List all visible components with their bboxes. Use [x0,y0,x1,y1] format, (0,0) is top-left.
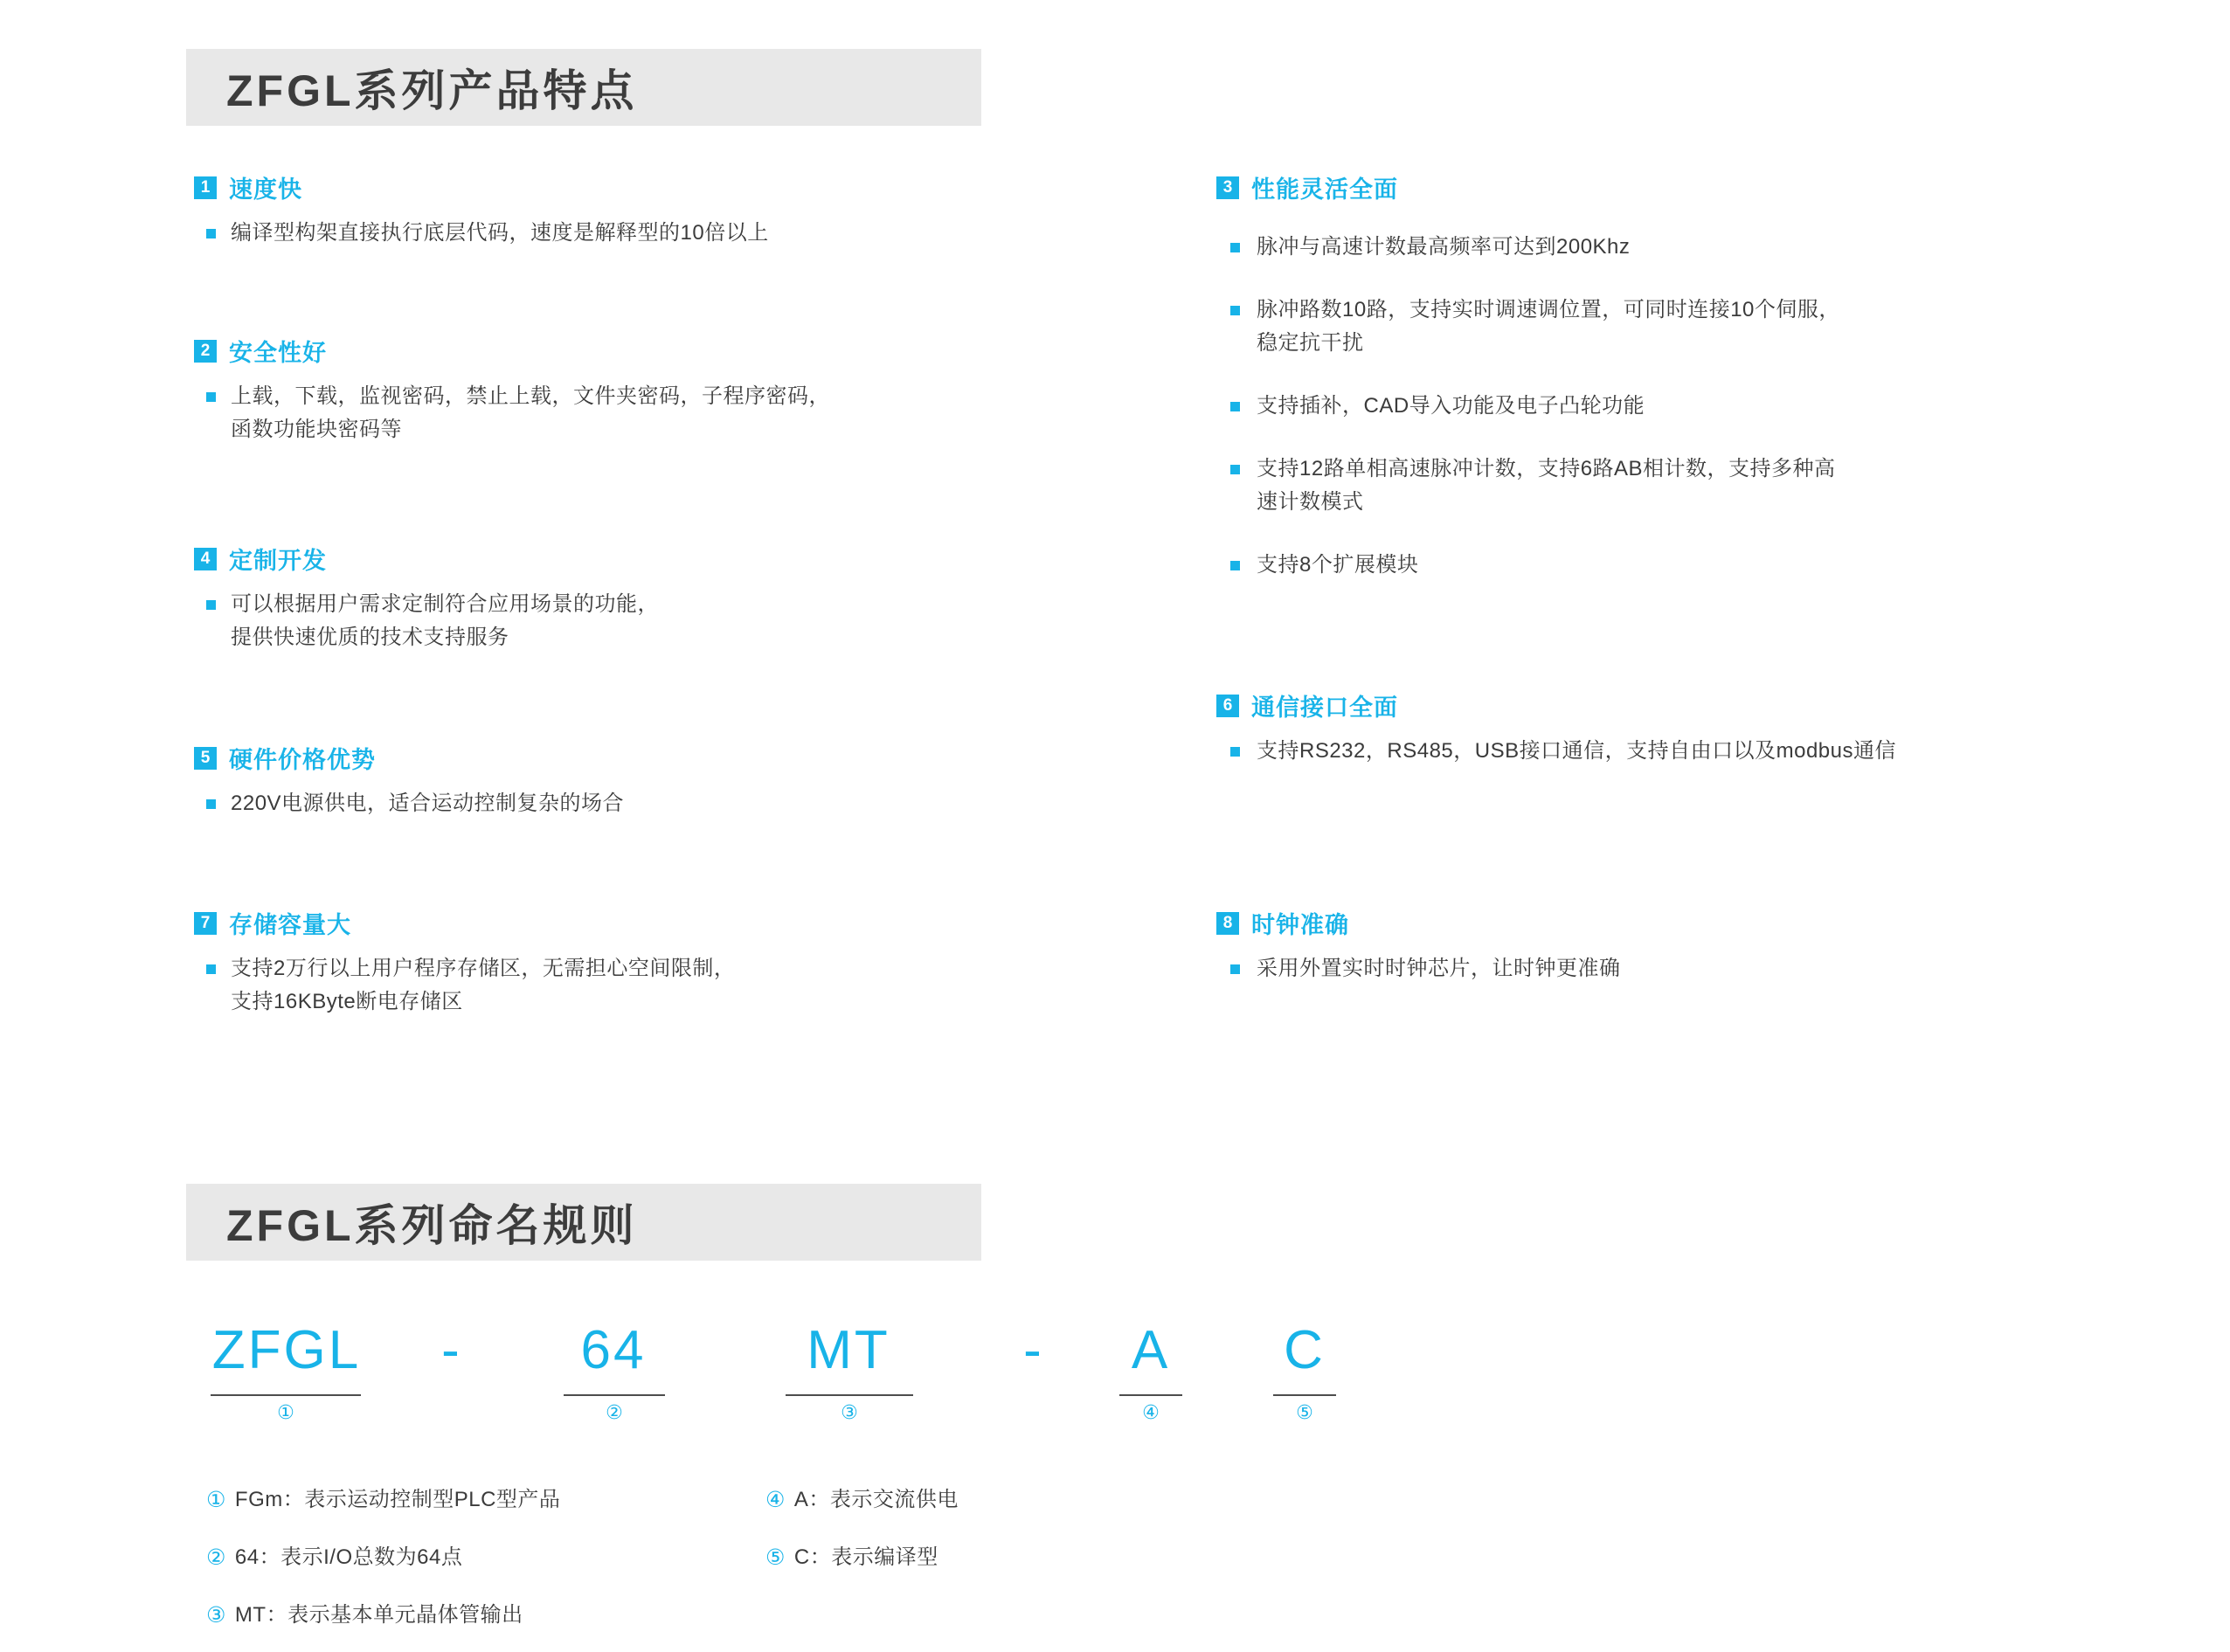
list-item [1216,952,2134,985]
list-item [1216,549,2134,582]
feature-block-speed [194,170,1033,250]
bullet-line: 支持12路单相高速脉冲计数，支持6路AB相计数，支持多种高 [1257,457,1836,480]
feature-title: 定制开发 [229,548,327,574]
list-item [194,217,1033,250]
code-index-2: ② [606,1401,623,1423]
feature-title: 速度快 [229,176,302,203]
feature-header [194,741,1033,775]
legend-marker-icon: ⑤ [765,1545,786,1570]
legend-text: 64：表示I/O总数为64点 [234,1545,463,1569]
bullet-line: 支持RS232，RS485，USB接口通信，支持自由口以及modbus通信 [1257,739,1896,763]
feature-header [1216,170,2134,204]
code-index-3: ③ [841,1401,858,1423]
bullet-square-icon [1230,243,1240,252]
code-part-dash-1: - [441,1320,462,1380]
code-part-power: A [1131,1320,1171,1380]
feature-bullet-list [1216,231,2134,582]
code-underline [211,1394,361,1396]
feature-title: 存储容量大 [229,912,351,938]
bullet-line: 编译型构架直接执行底层代码，速度是解释型的10倍以上 [231,221,769,245]
list-item [1216,231,2134,264]
bullet-line: 速计数模式 [1257,490,1364,514]
code-index-4: ④ [1142,1401,1160,1423]
features-section-header [186,49,981,126]
bullet-square-icon [206,392,216,402]
legend-marker-icon: ③ [206,1603,226,1628]
bullet-line: 220V电源供电，适合运动控制复杂的场合 [231,791,625,815]
list-item [1216,390,2134,423]
list-item [194,787,1033,820]
bullet-square-icon [1230,465,1240,474]
list-item [1216,453,2134,519]
feature-header [194,542,1033,576]
feature-block-custom-development [194,542,1033,654]
legend-text: A：表示交流供电 [793,1488,959,1511]
code-underline [786,1394,913,1396]
feature-header [194,906,1033,940]
feature-number-badge: 7 [194,912,217,935]
feature-title: 通信接口全面 [1251,695,1398,721]
legend-item-2 [206,1545,462,1571]
feature-bullet-list [194,787,1033,820]
list-item [1216,294,2134,360]
bullet-line: 稳定抗干扰 [1257,331,1364,355]
list-item [1216,735,2134,768]
naming-section-header [186,1184,981,1261]
naming-rule-diagram [186,1310,1409,1441]
legend-item-3 [206,1602,523,1628]
bullet-square-icon [1230,306,1240,315]
feature-block-storage [194,906,1033,1019]
feature-bullet-list [1216,735,2134,768]
bullet-line: 采用外置实时时钟芯片，让时钟更准确 [1257,957,1621,980]
feature-number-badge: 4 [194,548,217,570]
feature-bullet-list [194,952,1033,1019]
bullet-line: 可以根据用户需求定制符合应用场景的功能， [231,592,659,616]
legend-item-5 [765,1545,938,1571]
feature-header [194,170,1033,204]
bullet-square-icon [206,799,216,809]
list-item [194,588,1033,654]
feature-block-price-advantage [194,741,1033,820]
code-underline [1273,1394,1336,1396]
feature-number-badge: 3 [1216,176,1239,199]
code-index-1: ① [277,1401,294,1423]
bullet-square-icon [1230,964,1240,974]
bullet-line: 提供快速优质的技术支持服务 [231,626,509,649]
code-index-5: ⑤ [1296,1401,1313,1423]
code-underline [1119,1394,1182,1396]
feature-title: 安全性好 [229,340,327,366]
bullet-line: 支持8个扩展模块 [1257,553,1419,577]
legend-marker-icon: ② [206,1545,226,1570]
feature-bullet-list [194,217,1033,250]
feature-bullet-list [194,588,1033,654]
feature-number-badge: 5 [194,747,217,770]
feature-header [194,334,1033,368]
bullet-square-icon [1230,402,1240,411]
feature-number-badge: 1 [194,176,217,199]
feature-number-badge: 6 [1216,695,1239,717]
bullet-line: 支持2万行以上用户程序存储区，无需担心空间限制， [231,957,736,980]
bullet-line: 支持16KByte断电存储区 [231,990,463,1013]
features-section-title: ZFGL系列产品特点 [226,66,638,115]
list-item [194,952,1033,1019]
feature-bullet-list [1216,952,2134,985]
feature-block-security [194,334,1033,446]
feature-block-performance [1216,170,2134,612]
feature-title: 硬件价格优势 [229,747,376,773]
bullet-square-icon [1230,747,1240,757]
legend-text: MT：表示基本单元晶体管输出 [234,1603,523,1627]
feature-header [1216,688,2134,722]
feature-number-badge: 2 [194,340,217,363]
code-underline [564,1394,665,1396]
legend-text: C：表示编译型 [793,1545,938,1569]
list-item [194,380,1033,446]
bullet-square-icon [206,964,216,974]
bullet-square-icon [1230,561,1240,570]
naming-section-title: ZFGL系列命名规则 [226,1201,638,1250]
code-part-series: ZFGL [211,1320,362,1380]
bullet-line: 脉冲路数10路，支持实时调速调位置，可同时连接10个伺服， [1257,298,1840,321]
bullet-line: 脉冲与高速计数最高频率可达到200Khz [1257,235,1631,259]
legend-marker-icon: ① [206,1488,226,1512]
bullet-line: 支持插补，CAD导入功能及电子凸轮功能 [1257,394,1645,418]
bullet-line: 上载，下载，监视密码，禁止上载，文件夹密码，子程序密码， [231,384,830,408]
feature-title: 时钟准确 [1251,912,1349,938]
feature-number-badge: 8 [1216,912,1239,935]
bullet-square-icon [206,600,216,610]
feature-bullet-list [194,380,1033,446]
legend-item-4 [765,1487,959,1513]
legend-text: FGm：表示运动控制型PLC型产品 [234,1488,561,1511]
feature-title: 性能灵活全面 [1251,176,1398,203]
code-part-compiler: C [1284,1320,1326,1380]
code-part-dash-2: - [1023,1320,1044,1380]
feature-block-clock [1216,906,2134,985]
bullet-line: 函数功能块密码等 [231,418,402,441]
feature-header [1216,906,2134,940]
legend-item-1 [206,1487,560,1513]
bullet-square-icon [206,229,216,238]
feature-block-communication [1216,688,2134,768]
legend-marker-icon: ④ [765,1488,786,1512]
code-part-output-type: MT [807,1320,890,1380]
code-part-io: 64 [580,1320,647,1380]
